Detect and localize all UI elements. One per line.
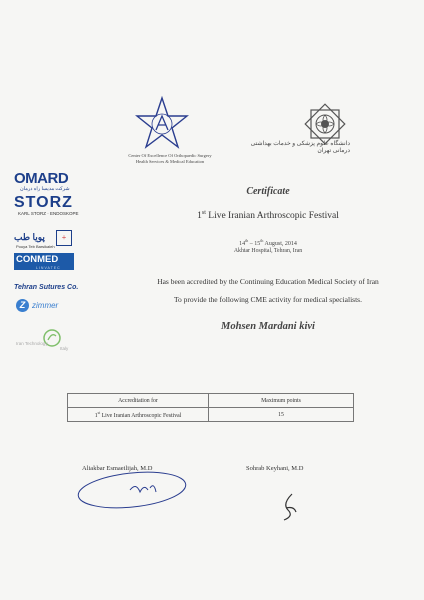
accreditation-table xyxy=(67,393,354,422)
storz-logo-subtitle: KARL STORZ · ENDOSKOPE xyxy=(18,211,79,216)
zimmer-logo: zimmer xyxy=(32,301,59,310)
left-logo-caption-line1: Center Of Excellence Of Orthopaedic Surgery xyxy=(128,153,212,158)
green-logo-text xyxy=(16,341,106,351)
omard-logo: OMARD xyxy=(14,170,69,187)
date-end-day: 15 xyxy=(254,241,261,247)
date-start-suffix: th xyxy=(245,238,249,243)
event-title xyxy=(0,210,424,221)
green-logo-text-line1: Iran Technology xyxy=(16,341,48,346)
green-logo-text-line2: Italy xyxy=(60,346,69,351)
event-ordinal: 1 xyxy=(197,211,202,222)
left-signatory-name: Aliakbar Esmaeilijah, M.D xyxy=(82,465,153,472)
table-header-accreditation: Accreditation for xyxy=(68,394,209,408)
zimmer-mark-icon: Z xyxy=(16,299,29,312)
pouya-teb-mark-icon: + xyxy=(56,230,72,246)
table-header-points: Maximum points xyxy=(209,394,354,408)
conmed-logo: CONMED xyxy=(14,253,74,270)
right-signature-icon xyxy=(274,490,302,524)
date-start-day: 14 xyxy=(239,241,246,247)
left-logo-caption-line2: Health Services & Medical Education xyxy=(135,159,205,164)
conmed-logo-subtitle: LINVATEC xyxy=(36,266,61,270)
omard-logo-subtitle: شرکت مدیسا راه درمان xyxy=(20,187,70,192)
pouya-teb-subtitle: Pouya Teb Barsikaleh xyxy=(16,244,55,249)
event-name: Live Iranian Arthroscopic Festival xyxy=(208,211,339,222)
right-signatory-name: Sohrab Keyhani, M.D xyxy=(246,465,304,472)
tehran-sutures-logo: Tehran Sutures Co. xyxy=(14,284,79,291)
orthopaedic-center-star-logo-icon xyxy=(132,95,192,155)
row-ordinal-suffix: st xyxy=(97,410,101,415)
date-end-suffix: th xyxy=(260,238,264,243)
table-row xyxy=(68,408,354,422)
pouya-teb-logo: پویا طب xyxy=(14,232,45,242)
row-activity: Live Iranian Arthroscopic Festival xyxy=(101,412,182,419)
event-date: 14th – 15th August, 2014 xyxy=(239,238,297,247)
table-cell-points: 15 xyxy=(209,408,354,422)
storz-logo: STORZ xyxy=(14,194,73,211)
date-rest: August, 2014 xyxy=(264,241,297,247)
right-logo-caption: دانشگاه علوم پزشکی و خدمات بهداشتی درمانی تهران xyxy=(250,141,350,154)
purpose-statement: To provide the following CME activity for medical specialists. xyxy=(174,295,362,304)
table-header-row xyxy=(68,394,354,408)
certificate-title: Certificate xyxy=(246,186,290,197)
table-cell-activity xyxy=(68,408,209,422)
event-place: Akhtar Hospital, Tehran, Iran xyxy=(233,248,303,254)
event-ordinal-suffix: st xyxy=(201,210,206,216)
accreditation-statement: Has been accredited by the Continuing Education Medical Society of Iran xyxy=(157,277,379,286)
recipient-name: Mohsen Mardani kivi xyxy=(221,321,315,332)
row-ordinal: 1 xyxy=(94,412,98,419)
left-logo-caption xyxy=(110,153,230,165)
